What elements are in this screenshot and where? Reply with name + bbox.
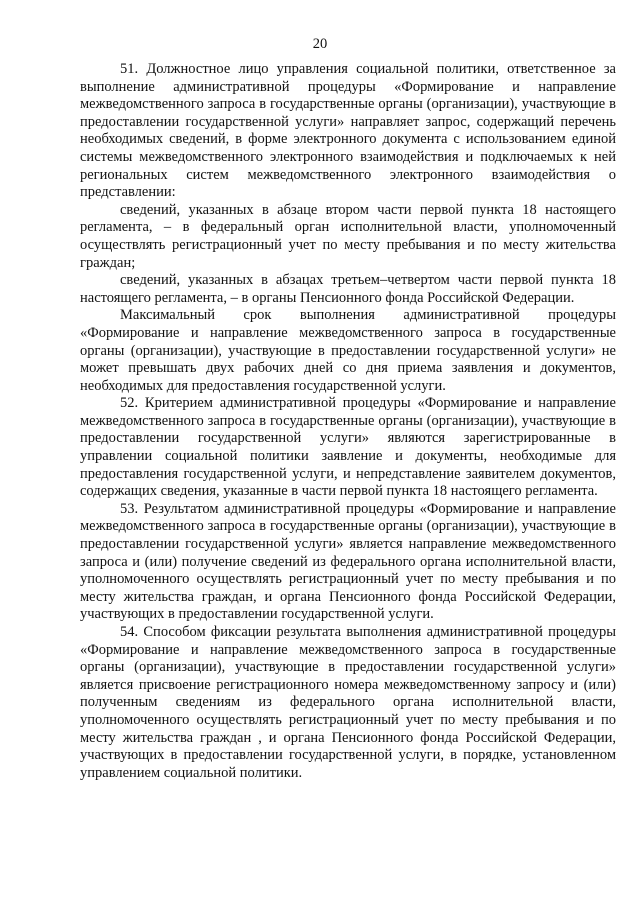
paragraph-54: 54. Способом фиксации результата выполнения административной процедуры «Формирование и направление межведомственного запроса в государственные органы (организации), участвующие в предоставлении государственной услуги» является присвоение регистрационного номера межведомственному запросу и (или) полученным сведениям из федерального органа исполнительной власти, уполномоченного осуществлять регистрационный учет по месту пребывания и по месту жительства граждан , и органа Пенсионного фонда Российской Федерации, участвующих в предоставлении государственной услуги, в порядке, установленном управлением социальной политики. [80, 624, 616, 781]
document-body [80, 61, 616, 782]
page-number: 20 [312, 36, 328, 52]
paragraph-51: 51. Должностное лицо управления социальной политики, ответственное за выполнение административной процедуры «Формирование и направление межведомственного запроса в государственные органы (организации), участвующие в предоставлении государственной услуги» направляет запрос, содержащий перечень необходимых сведений, в форме электронного документа с использованием единой системы межведомственного электронного взаимодействия и подключаемых к ней региональных систем межведомственного электронного взаимодействия о представлении: [80, 61, 616, 201]
paragraph-52: 52. Критерием административной процедуры «Формирование и направление межведомственного запроса в государственные органы (организации), участвующие в предоставлении государственной услуги» являются зарегистрированные в управлении социальной политики заявление и документы, необходимые для предоставления государственной услуги, и непредставление заявителем документов, содержащих сведения, указанные в части первой пункта 18 настоящего регламента. [80, 395, 616, 500]
paragraph-51-item-2: сведений, указанных в абзацах третьем–четвертом части первой пункта 18 настоящего регламента, – в органы Пенсионного фонда Российской Федерации. [80, 272, 616, 306]
paragraph-53: 53. Результатом административной процедуры «Формирование и направление межведомственного запроса в государственные органы (организации), участвующие в предоставлении государственной услуги» является направление межведомственного запроса и (или) получение сведений из федерального органа исполнительной власти, уполномоченного осуществлять регистрационный учет по месту пребывания и по месту жительства граждан, и органа Пенсионного фонда Российской Федерации, участвующих в предоставлении государственной услуги. [80, 500, 616, 623]
paragraph-51-item-1: сведений, указанных в абзаце втором части первой пункта 18 настоящего регламента, – в федеральный орган исполнительной власти, уполномоченный осуществлять регистрационный учет по месту пребывания и по месту жительства граждан; [80, 201, 616, 271]
paragraph-max-term: Максимальный срок выполнения административной процедуры «Формирование и направление межведомственного запроса в государственные органы (организации), участвующие в предоставлении государственной услуги» не может превышать двух рабочих дней со дня приема заявления и документов, необходимых для предоставления государственной услуги. [80, 307, 616, 394]
